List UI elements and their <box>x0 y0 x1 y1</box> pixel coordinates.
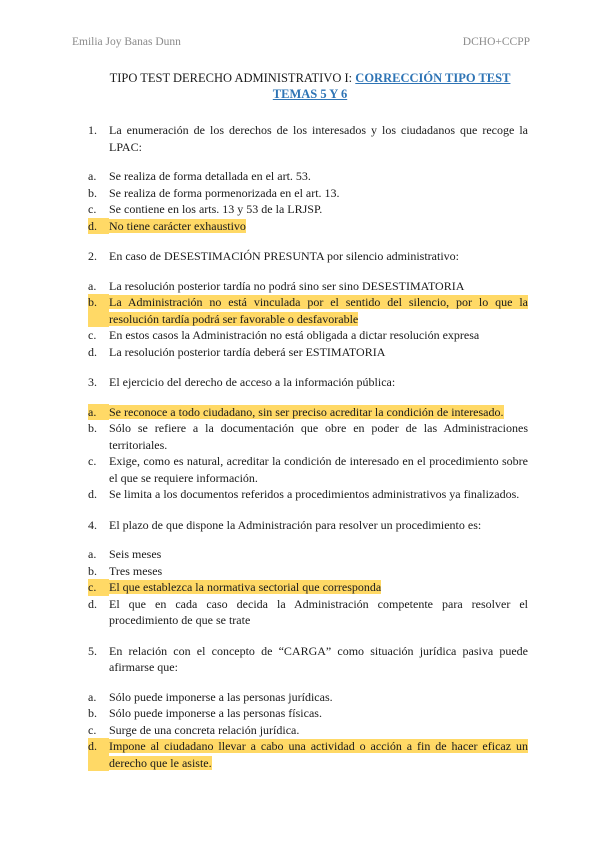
option <box>88 327 528 344</box>
option <box>88 278 528 295</box>
option-letter: a. <box>88 278 97 293</box>
question-number: 5. <box>88 643 97 658</box>
option-text: Surge de una concreta relación jurídica. <box>109 722 300 737</box>
option <box>88 201 528 218</box>
options-4 <box>88 546 528 629</box>
page-header <box>72 36 530 48</box>
option-letter: a. <box>88 689 97 704</box>
question-text: La enumeración de los derechos de los interesados y los ciudadanos que recoge la LPAC: <box>109 123 528 154</box>
document-title <box>90 70 530 102</box>
option-letter: c. <box>88 202 97 216</box>
option-correct <box>88 404 528 421</box>
option <box>88 185 528 202</box>
option-text: Sólo puede imponerse a las personas jurídicas. <box>109 689 333 704</box>
course-name: DCHO+CCPP <box>462 36 530 48</box>
option-correct <box>88 738 528 771</box>
option-text-highlighted: La Administración no está vinculada por el sentido del silencio, por lo que la resolución tardía podrá ser favorable o desfavorable <box>109 295 528 326</box>
option-letter: b. <box>88 185 97 200</box>
question-1 <box>88 122 528 155</box>
options-2 <box>88 278 528 361</box>
option-text: Se limita a los documentos referidos a procedimientos administrativos ya finalizados. <box>109 487 520 501</box>
title-prefix: TIPO TEST DERECHO ADMINISTRATIVO I: <box>109 71 353 85</box>
option-letter: b. <box>88 563 97 578</box>
option-correct <box>88 579 528 596</box>
question-4 <box>88 517 528 534</box>
option-letter: d. <box>88 344 97 359</box>
question-5 <box>88 643 528 676</box>
question-number: 2. <box>88 249 97 263</box>
option-text-highlighted: No tiene carácter exhaustivo <box>109 218 246 233</box>
option-text: Se realiza de forma pormenorizada en el art. 13. <box>109 185 340 200</box>
option-text-highlighted: Impone al ciudadano llevar a cabo una actividad o acción a fin de hacer eficaz un derecho que le asiste. <box>109 739 528 770</box>
option-letter: b. <box>88 706 97 720</box>
option-text: En estos casos la Administración no está obligada a dictar resolución expresa <box>109 328 480 342</box>
option-letter: a. <box>88 547 97 561</box>
options-3 <box>88 404 528 503</box>
question-2 <box>88 248 528 265</box>
option-letter: b. <box>88 421 97 435</box>
question-text: En caso de DESESTIMACIÓN PRESUNTA por silencio administrativo: <box>109 249 460 263</box>
option-letter: c. <box>88 454 97 468</box>
option-text: Se contiene en los arts. 13 y 53 de la LRJSP. <box>109 202 323 216</box>
options-5 <box>88 689 528 772</box>
option <box>88 596 528 629</box>
question-3 <box>88 374 528 391</box>
option-text-highlighted: El que establezca la normativa sectorial que corresponda <box>109 580 382 594</box>
option-letter: d. <box>88 596 97 611</box>
option <box>88 722 528 739</box>
option <box>88 453 528 486</box>
option-letter: d. <box>88 218 109 235</box>
option-letter: b. <box>88 294 109 327</box>
option-text: La resolución posterior tardía no podrá sino ser sino DESESTIMATORIA <box>109 278 465 293</box>
question-text: El plazo de que dispone la Administración para resolver un procedimiento es: <box>109 517 482 532</box>
option <box>88 486 528 503</box>
option <box>88 563 528 580</box>
title-link[interactable]: CORRECCIÓN TIPO TEST TEMAS 5 Y 6 <box>272 71 511 101</box>
author-name: Emilia Joy Banas Dunn <box>72 36 181 48</box>
option-letter: d. <box>88 487 97 501</box>
option-text: Tres meses <box>109 563 163 578</box>
option-text: Sólo puede imponerse a las personas físicas. <box>109 706 322 720</box>
question-number: 1. <box>88 123 97 137</box>
question-text: El ejercicio del derecho de acceso a la información pública: <box>109 375 396 389</box>
option-letter: c. <box>88 579 109 596</box>
option-correct <box>88 218 528 235</box>
option <box>88 168 528 185</box>
option-letter: c. <box>88 722 97 737</box>
option <box>88 344 528 361</box>
option-text: Exige, como es natural, acreditar la condición de interesado en el procedimiento sobre el que se requiere información. <box>109 454 528 485</box>
option-text: Sólo se refiere a la documentación que obre en poder de las Administraciones territoriales. <box>109 421 528 452</box>
option-letter: a. <box>88 169 97 183</box>
question-number: 3. <box>88 375 97 389</box>
option <box>88 420 528 453</box>
question-number: 4. <box>88 517 97 532</box>
option <box>88 546 528 563</box>
option-text-highlighted: Se reconoce a todo ciudadano, sin ser preciso acreditar la condición de interesado. <box>109 404 504 419</box>
option <box>88 689 528 706</box>
option-text: El que en cada caso decida la Administración competente para resolver el procedimiento de que se trate <box>109 596 528 627</box>
question-list <box>88 122 528 785</box>
option-correct <box>88 294 528 327</box>
options-1 <box>88 168 528 234</box>
question-text: En relación con el concepto de “CARGA” como situación jurídica pasiva puede afirmarse que: <box>109 643 528 674</box>
option-text: La resolución posterior tardía deberá ser ESTIMATORIA <box>109 344 386 359</box>
option-text: Se realiza de forma detallada en el art. 53. <box>109 169 311 183</box>
option-letter: c. <box>88 328 97 342</box>
option-letter: a. <box>88 404 109 421</box>
option <box>88 705 528 722</box>
option-letter: d. <box>88 738 109 771</box>
option-text: Seis meses <box>109 547 162 561</box>
